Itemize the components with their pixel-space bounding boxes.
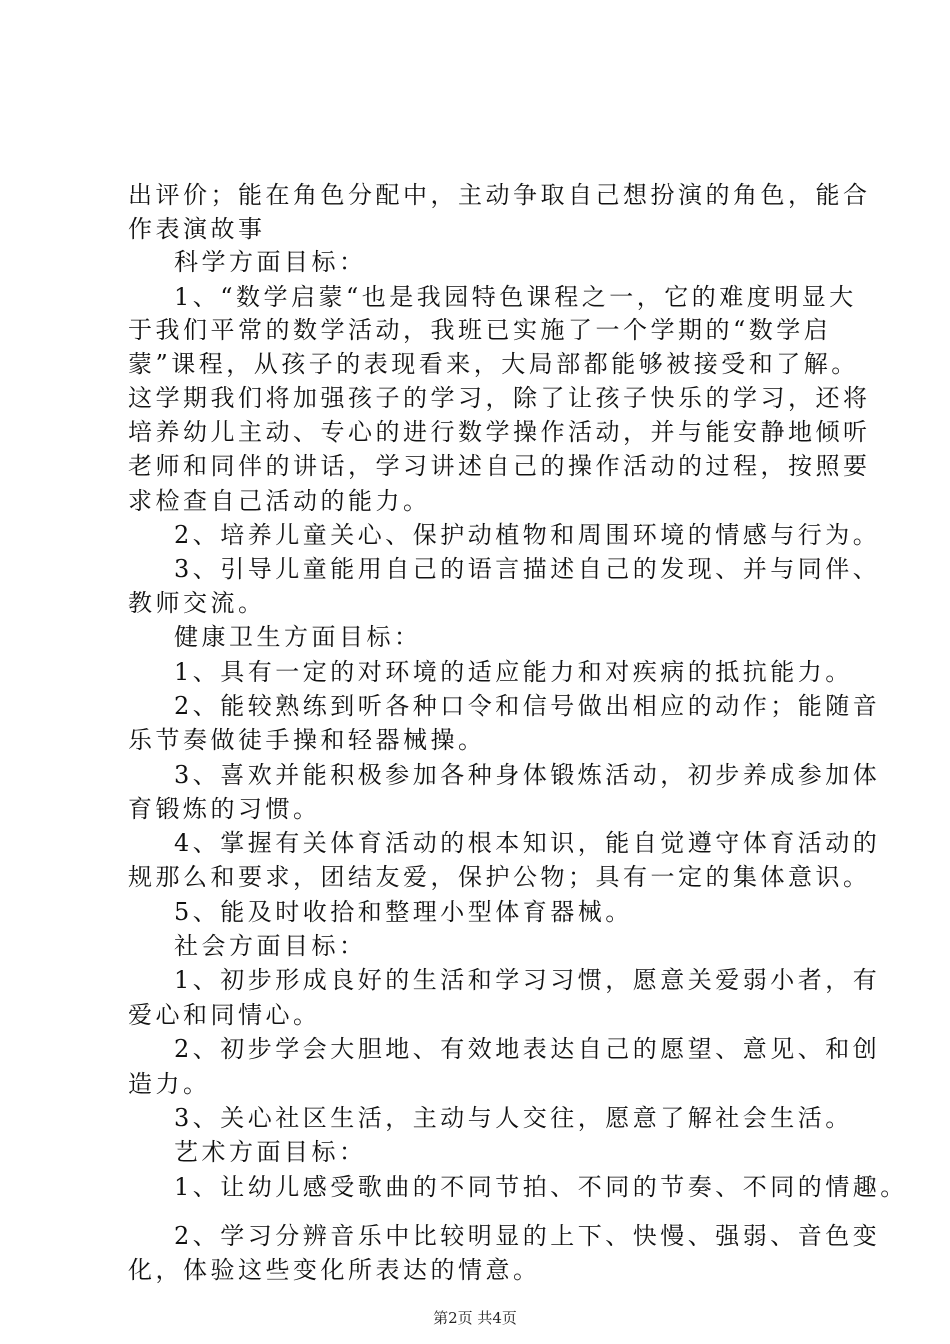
document-line: 培养幼儿主动、专心的进行数学操作活动，并与能安静地倾听: [128, 418, 871, 446]
document-line: 3、关心社区生活，主动与人交往，愿意了解社会生活。: [174, 1104, 853, 1132]
document-line: 作表演故事: [128, 215, 266, 243]
document-line: 求检查自己活动的能力。: [128, 487, 431, 515]
document-line: 1、具有一定的对环境的适应能力和对疾病的抵抗能力。: [174, 658, 853, 686]
document-line: 艺术方面目标：: [174, 1138, 367, 1166]
document-line: 1、初步形成良好的生活和学习习惯，愿意关爱弱小者，有: [174, 966, 881, 994]
document-line: 规那么和要求，团结友爱，保护公物；具有一定的集体意识。: [128, 863, 871, 891]
document-line: 社会方面目标：: [174, 932, 367, 960]
document-line: 健康卫生方面目标：: [174, 623, 422, 651]
document-line: 这学期我们将加强孩子的学习，除了让孩子快乐的学习，还将: [128, 384, 871, 412]
document-line: 3、引导儿童能用自己的语言描述自己的发现、并与同伴、: [174, 555, 881, 583]
document-line: 老师和同伴的讲话，学习讲述自己的操作活动的过程，按照要: [128, 452, 871, 480]
document-line: 化，体验这些变化所表达的情意。: [128, 1256, 541, 1284]
document-line: 1、让幼儿感受歌曲的不同节拍、不同的节奏、不同的情趣。: [174, 1173, 908, 1201]
document-line: 2、能较熟练到听各种口令和信号做出相应的动作；能随音: [174, 692, 881, 720]
document-line: 5、能及时收拾和整理小型体育器械。: [174, 898, 633, 926]
document-line: 于我们平常的数学活动，我班已实施了一个学期的“数学启: [128, 316, 832, 344]
document-line: 育锻炼的习惯。: [128, 795, 321, 823]
document-line: 爱心和同情心。: [128, 1001, 321, 1029]
document-line: 教师交流。: [128, 589, 266, 617]
document-line: 2、学习分辨音乐中比较明显的上下、快慢、强弱、音色变: [174, 1222, 881, 1250]
document-line: 4、掌握有关体育活动的根本知识，能自觉遵守体育活动的: [174, 829, 881, 857]
document-line: 蒙”课程，从孩子的表现看来，大局部都能够被接受和了解。: [128, 350, 859, 378]
document-line: 2、培养儿童关心、保护动植物和周围环境的情感与行为。: [174, 521, 881, 549]
document-line: 2、初步学会大胆地、有效地表达自己的愿望、意见、和创: [174, 1035, 881, 1063]
document-line: 科学方面目标：: [174, 248, 367, 276]
page-number-footer: 第2页 共4页: [433, 1309, 517, 1327]
document-line: 出评价；能在角色分配中，主动争取自己想扮演的角色，能合: [128, 181, 871, 209]
document-line: 3、喜欢并能积极参加各种身体锻炼活动，初步养成参加体: [174, 761, 881, 789]
document-line: 1、“数学启蒙“也是我园特色课程之一，它的难度明显大: [174, 283, 857, 311]
document-line: 乐节奏做徒手操和轻器械操。: [128, 726, 486, 754]
document-line: 造力。: [128, 1070, 211, 1098]
